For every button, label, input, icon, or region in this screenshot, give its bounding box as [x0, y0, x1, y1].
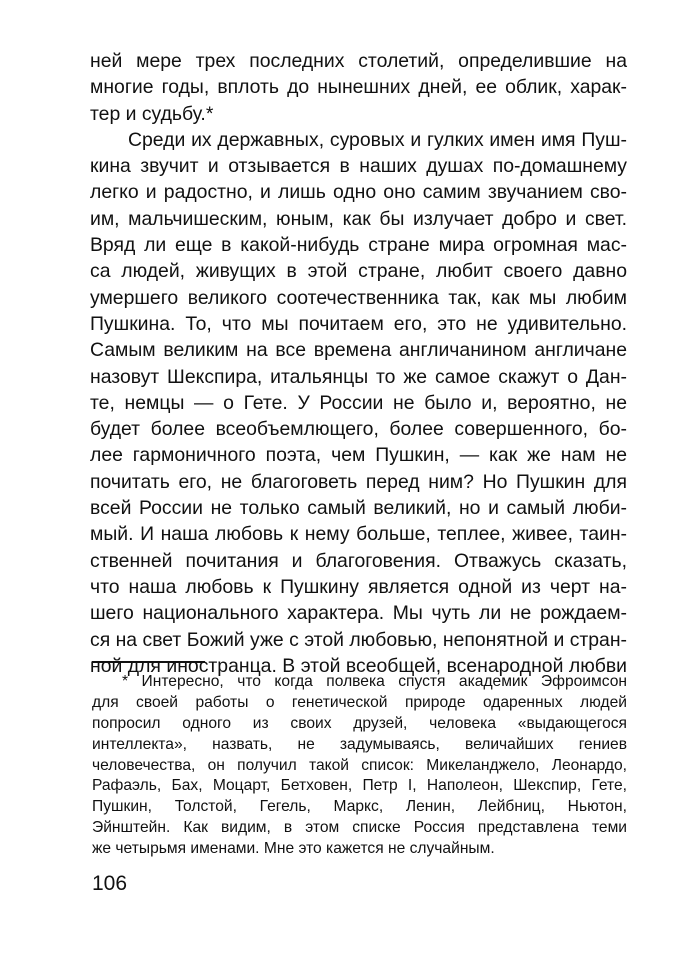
text-line: те, немцы — о Гете. У России не было и, вероятно, не	[90, 391, 627, 414]
main-text	[90, 48, 627, 679]
text-line: умершего великого соотечественника так, как мы любим	[90, 286, 627, 309]
footnote-line: Пушкин, Толстой, Гегель, Маркс, Ленин, Лейбниц, Ньютон,	[92, 798, 627, 816]
text-line: кина звучит и отзывается в наших душах по-домашнему	[90, 155, 627, 178]
text-line: Среди их державных, суровых и гулких имен имя Пуш-	[128, 128, 627, 151]
text-line: Пушкина. То, что мы почитаем его, это не удивительно.	[90, 312, 627, 335]
text-line: назовут Шекспира, итальянцы то же самое скажут о Дан-	[90, 365, 627, 388]
footnote-line: * Интересно, что когда полвека спустя академик Эфроимсон	[122, 673, 627, 690]
footnote-line: интеллекта», назвать, не задумываясь, величайших гениев	[92, 735, 627, 753]
text-line: что наша любовь к Пушкину является одной из черт на-	[90, 575, 627, 598]
text-line: ственней почитания и благоговения. Отважусь сказать,	[90, 549, 627, 572]
text-line: ней мере трех последних столетий, определившие на	[90, 50, 627, 72]
footnote-line: Рафаэль, Бах, Моцарт, Бетховен, Петр I, Наполеон, Шекспир, Гете,	[92, 777, 627, 795]
text-line: мый. И наша любовь к нему больше, теплее, живее, таин-	[90, 523, 627, 546]
footnote-divider	[92, 661, 205, 663]
footnote-line: для своей работы о генетической природе одаренных людей	[92, 693, 627, 711]
text-line: почитать его, не благоговеть перед ним? Но Пушкин для	[90, 470, 627, 493]
page-number: 106	[92, 872, 128, 895]
text-line: ной для иностранца. В этой всеобщей, всенародной любви	[90, 654, 627, 677]
text-line: легко и радостно, и лишь одно оно самим звучанием сво-	[90, 181, 627, 204]
text-line: всей России не только самый великий, но и самый люби-	[90, 497, 627, 520]
text-line: будет более всеобъемлющего, более совершенного, бо-	[90, 418, 627, 441]
footnote-line: же четырьмя именами. Мне это кажется не случайным.	[92, 840, 495, 858]
text-line: им, мальчишеским, юным, как бы излучает добро и свет.	[90, 207, 627, 230]
footnote	[92, 672, 627, 860]
text-line: шего национального характера. Мы чуть ли не рождаем-	[90, 602, 627, 625]
footnote-line: Эйнштейн. Как видим, в этом списке Россия представлена теми	[92, 819, 627, 837]
text-line: са людей, живущих в этой стране, любит своего давно	[90, 260, 627, 283]
text-line: тер и судьбу.*	[90, 102, 214, 125]
footnote-line: человечества, он получил такой список: Микеланджело, Леонардо,	[92, 756, 627, 774]
text-line: Вряд ли еще в какой-нибудь стране мира огромная мас-	[90, 234, 627, 257]
text-line: многие годы, вплоть до нынешних дней, ее облик, харак-	[90, 76, 627, 99]
text-line: Самым великим на все времена англичанином англичане	[90, 339, 627, 362]
footnote-line: попросил одного из своих друзей, человека «выдающегося	[92, 714, 627, 732]
text-line: лее гармоничного поэта, чем Пушкин, — как же нам не	[90, 444, 627, 467]
text-line: ся на свет Божий уже с этой любовью, непонятной и стран-	[90, 628, 627, 651]
